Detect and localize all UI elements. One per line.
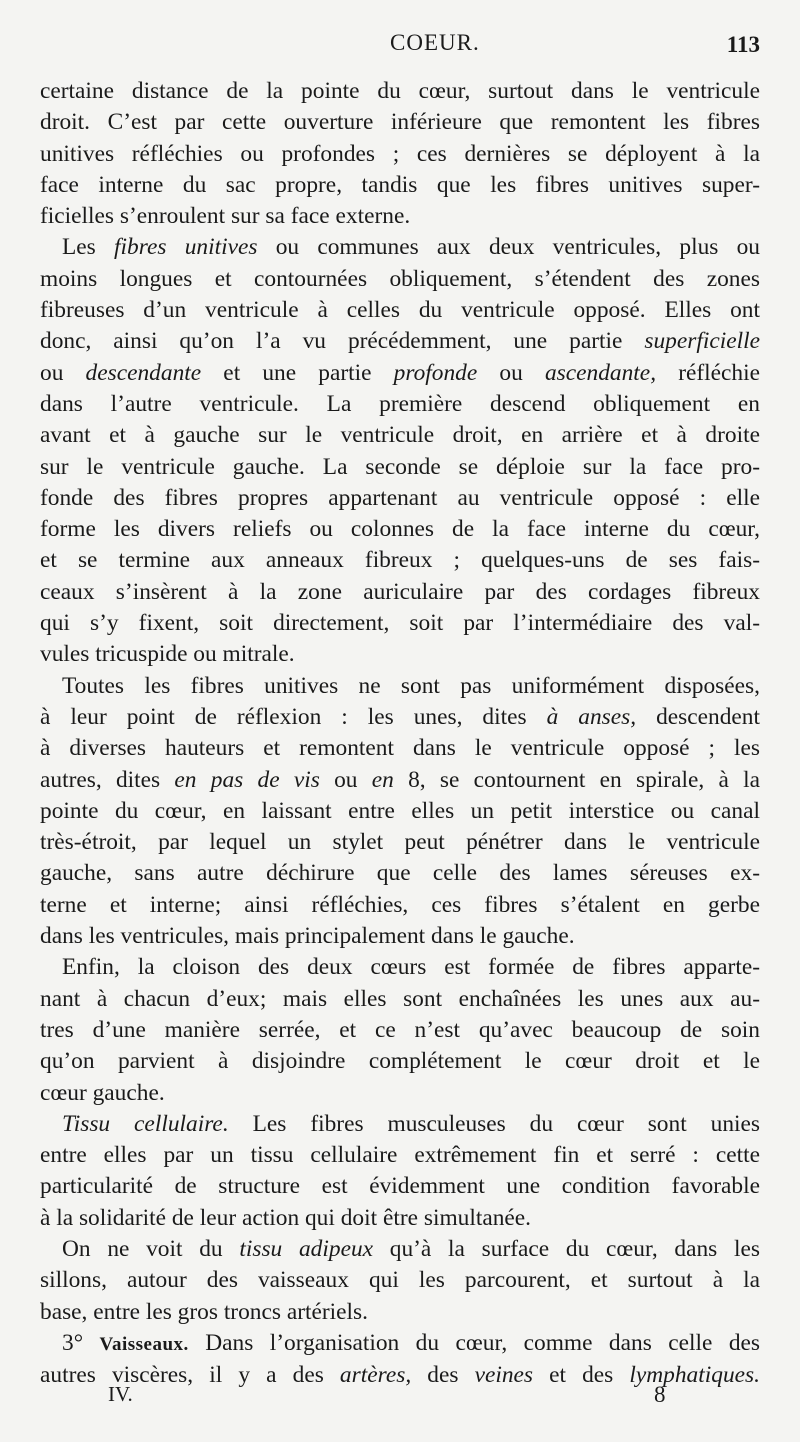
text-line: très-étroit, par lequel un stylet peut pénétrer dans le ventricule (40, 829, 760, 856)
text-line: autres viscères, il y a des artères, des veines et des lymphatiques. (40, 1362, 760, 1389)
text-line: autres, dites en pas de vis ou en 8, se contournent en spirale, à la (40, 766, 760, 793)
paragraph-5 (40, 1109, 760, 1234)
text-line: vules tricuspide ou mitrale. (40, 641, 295, 668)
page-header (40, 30, 760, 76)
text-line: pointe du cœur, en laissant entre elles un petit interstice ou canal (40, 797, 760, 824)
text-line: Les fibres unitives ou communes aux deux ventricules, plus ou (62, 234, 761, 261)
text-line: et se termine aux anneaux fibreux ; quelques-uns de ses fais- (40, 547, 760, 574)
text-line: entre elles par un tissu cellulaire extrêmement fin et serré : cette (40, 1142, 760, 1169)
text-line: face interne du sac propre, tandis que les fibres unitives super- (40, 171, 760, 198)
text-line: à leur point de réflexion : les unes, dites à anses, descendent (40, 703, 760, 730)
text-line: donc, ainsi qu’on l’a vu précédemment, une partie superficielle (40, 328, 760, 355)
text-line: qu’on parvient à disjoindre complétement le cœur droit et le (40, 1048, 760, 1075)
text-line: à la solidarité de leur action qui doit être simultanée. (40, 1204, 532, 1231)
text-line: ficielles s’enroulent sur sa face externe. (40, 203, 411, 230)
text-line: fibreuses d’un ventricule à celles du ventricule opposé. Elles ont (40, 297, 760, 324)
text-line: dans les ventricules, mais principalement dans le gauche. (40, 923, 575, 950)
page-number: 113 (726, 32, 760, 57)
page-footer (0, 1382, 800, 1412)
text-line: à diverses hauteurs et remontent dans le ventricule opposé ; les (40, 735, 760, 762)
text-line: avant et à gauche sur le ventricule droit, en arrière et à droite (40, 422, 760, 449)
text-line: Tissu cellulaire. Les fibres musculeuses du cœur sont unies (62, 1110, 760, 1137)
text-line: particularité de structure est évidemment une condition favorable (40, 1173, 760, 1200)
text-line: forme les divers reliefs ou colonnes de la face interne du cœur, (40, 516, 760, 543)
text-line: certaine distance de la pointe du cœur, surtout dans le ventricule (40, 78, 760, 104)
paragraph-1 (40, 76, 760, 232)
text-line: sur le ventricule gauche. La seconde se déploie sur la face pro- (40, 453, 760, 480)
paragraph-4 (40, 952, 760, 1108)
body-text (40, 76, 760, 1391)
text-line: On ne voit du tissu adipeux qu’à la surface du cœur, dans les (62, 1235, 760, 1262)
signature-number: 8 (654, 1382, 666, 1407)
text-line: terne et interne; ainsi réfléchies, ces fibres s’étalent en gerbe (40, 891, 760, 918)
text-line: moins longues et contournées obliquement, s’étendent des zones (40, 265, 760, 292)
text-line: ou descendante et une partie profonde ou ascendante, réfléchie (40, 359, 760, 386)
text-line: sillons, autour des vaisseaux qui les parcourent, et surtout à la (40, 1267, 760, 1294)
text-line: gauche, sans autre déchirure que celle des lames séreuses ex- (40, 860, 760, 887)
text-line: unitives réfléchies ou profondes ; ces dernières se déployent à la (40, 140, 760, 167)
paragraph-2 (40, 232, 760, 670)
text-line: ceaux s’insèrent à la zone auriculaire par des cordages fibreux (40, 578, 760, 605)
paragraph-3 (40, 671, 760, 953)
text-line: qui s’y fixent, soit directement, soit par l’intermédiaire des val- (40, 610, 760, 637)
text-line: Toutes les fibres unitives ne sont pas uniformément disposées, (62, 672, 760, 699)
text-line: droit. C’est par cette ouverture inférieure que remontent les fibres (40, 109, 760, 136)
text-line: Enfin, la cloison des deux cœurs est formée de fibres apparte- (62, 954, 760, 981)
text-line: cœur gauche. (40, 1079, 165, 1106)
text-line: dans l’autre ventricule. La première descend obliquement en (40, 390, 760, 417)
running-title: COEUR. (390, 30, 480, 55)
text-line: fonde des fibres propres appartenant au ventricule opposé : elle (40, 484, 760, 511)
paragraph-6 (40, 1234, 760, 1328)
section-heading: Vaisseaux. (99, 1333, 189, 1355)
text-line: 3° Vaisseaux. Dans l’organisation du cœur, comme dans celle des (62, 1329, 760, 1356)
signature-mark: IV. (108, 1382, 133, 1406)
text-line: tres d’une manière serrée, et ce n’est qu’avec beaucoup de soin (40, 1016, 760, 1043)
text-line: nant à chacun d’eux; mais elles sont enchaînées les unes aux au- (40, 985, 760, 1012)
text-line: base, entre les gros troncs artériels. (40, 1298, 368, 1325)
